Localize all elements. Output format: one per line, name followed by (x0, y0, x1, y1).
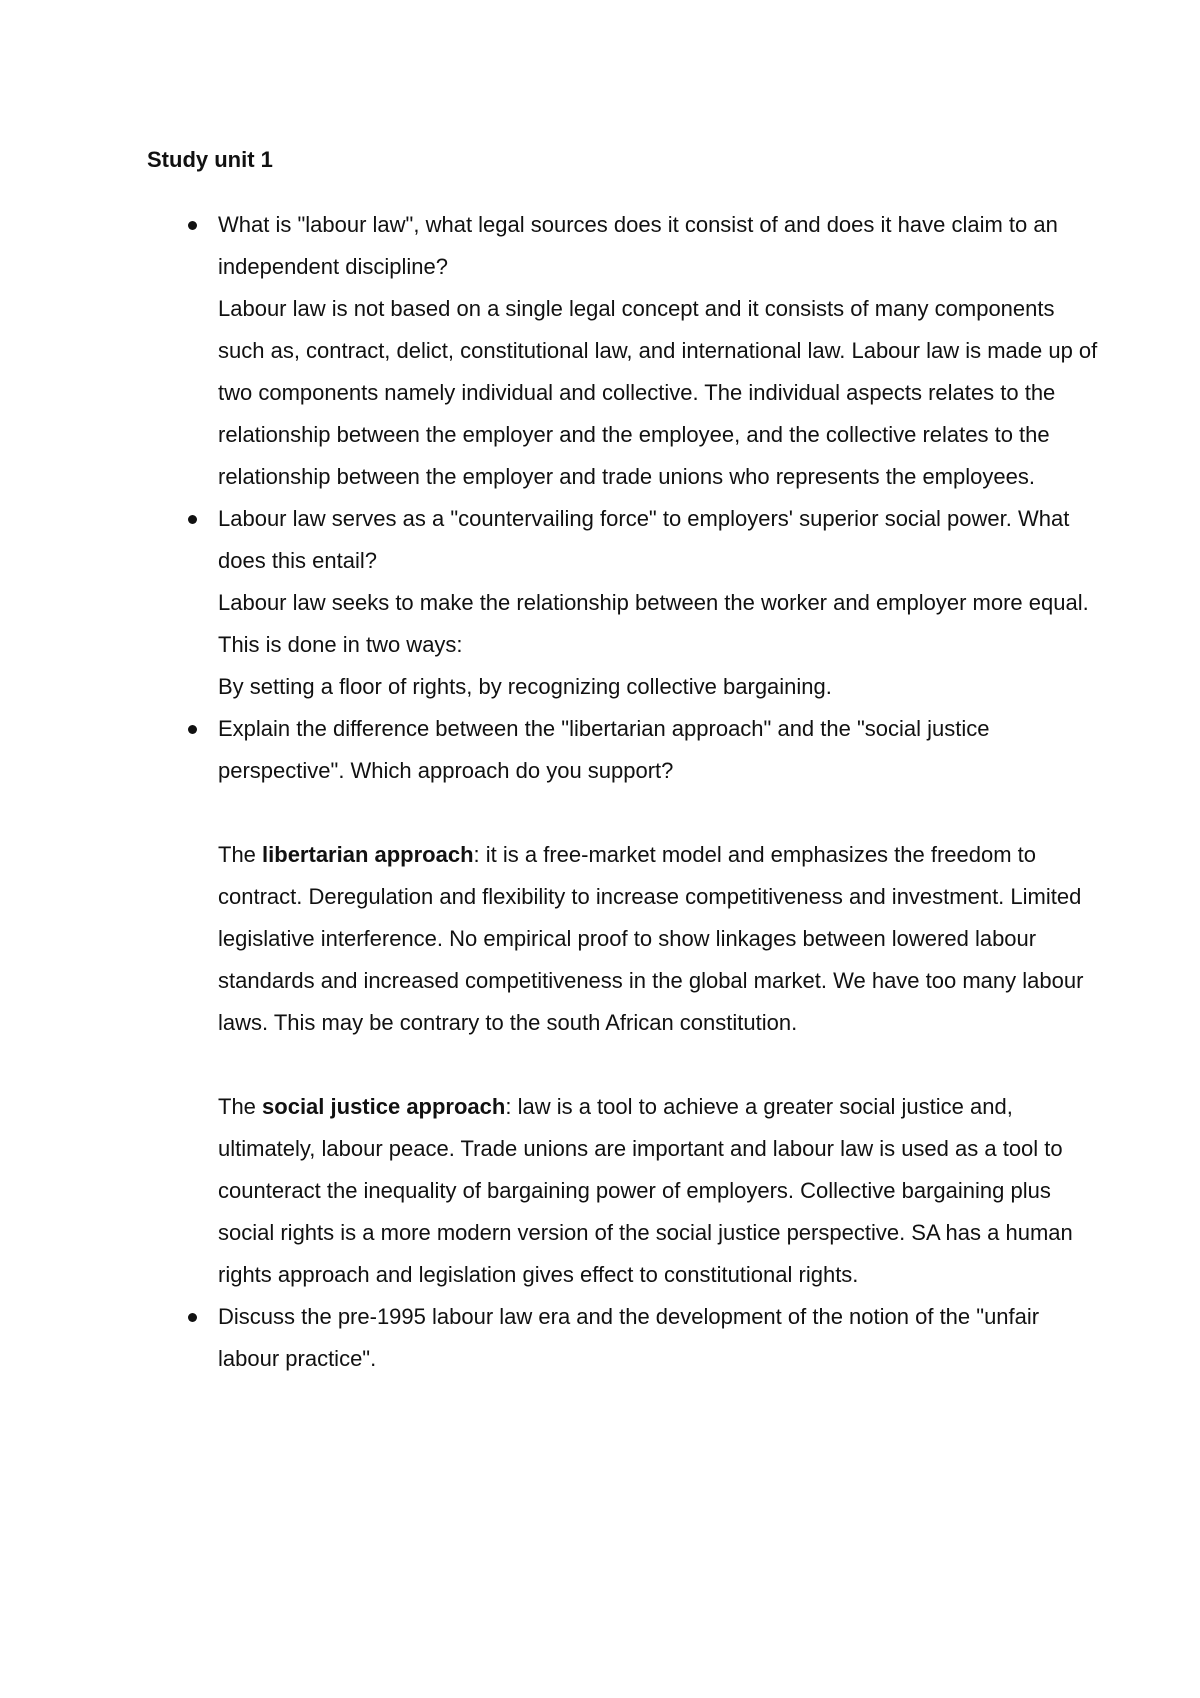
answer-text-2b: By setting a floor of rights, by recognizing collective bargaining. (218, 674, 832, 699)
social-text: : law is a tool to achieve a greater social justice and, ultimately, labour peace. Trade unions are important and labour law is used as a tool to counteract the inequality of bargaining power of employers. Collective bargaining plus social rights is a more modern version of the social justice perspective. SA has a human rights approach and legislation gives effect to constitutional rights. (218, 1094, 1073, 1287)
libertarian-text: : it is a free-market model and emphasizes the freedom to contract. Deregulation and flexibility to increase competitiveness and investment. Limited legislative interference. No empirical proof to show linkages between lowered labour standards and increased competitiveness in the global market. We have too many labour laws. This may be contrary to the south African constitution. (218, 842, 1084, 1035)
bullet-icon (188, 1313, 197, 1322)
answer-text-1: Labour law is not based on a single legal concept and it consists of many components such as, contract, delict, constitutional law, and international law. Labour law is made up of two components namely individual and collective. The individual aspects relates to the relationship between the employer and the employee, and the collective relates to the relationship between the employer and trade unions who represents the employees. (218, 296, 1098, 489)
bullet-icon (188, 515, 197, 524)
bullet-icon (188, 221, 197, 230)
social-justice-paragraph (218, 1086, 1098, 1296)
paragraph-gap (218, 1044, 1098, 1086)
list-item-3 (218, 708, 1098, 1296)
social-term: social justice approach (262, 1094, 506, 1119)
question-text-3: Explain the difference between the "libertarian approach" and the "social justice perspective". Which approach do you support? (218, 716, 990, 783)
answer-text-2a: Labour law seeks to make the relationship between the worker and employer more equal. This is done in two ways: (218, 590, 1089, 657)
question-list (218, 204, 1098, 1380)
social-prefix: The (218, 1094, 263, 1119)
list-item-4 (218, 1296, 1098, 1380)
list-item-1 (218, 204, 1098, 498)
question-text-4: Discuss the pre-1995 labour law era and the development of the notion of the "unfair labour practice". (218, 1304, 1040, 1371)
paragraph-gap (218, 792, 1098, 834)
bullet-icon (188, 725, 197, 734)
list-item-2 (218, 498, 1098, 708)
libertarian-paragraph (218, 834, 1098, 1044)
page-title: Study unit 1 (147, 147, 273, 172)
question-text-1: What is "labour law", what legal sources does it consist of and does it have claim to an independent discipline? (218, 212, 1058, 279)
libertarian-term: libertarian approach (262, 842, 474, 867)
question-text-2: Labour law serves as a "countervailing force" to employers' superior social power. What does this entail? (218, 506, 1070, 573)
libertarian-prefix: The (218, 842, 263, 867)
